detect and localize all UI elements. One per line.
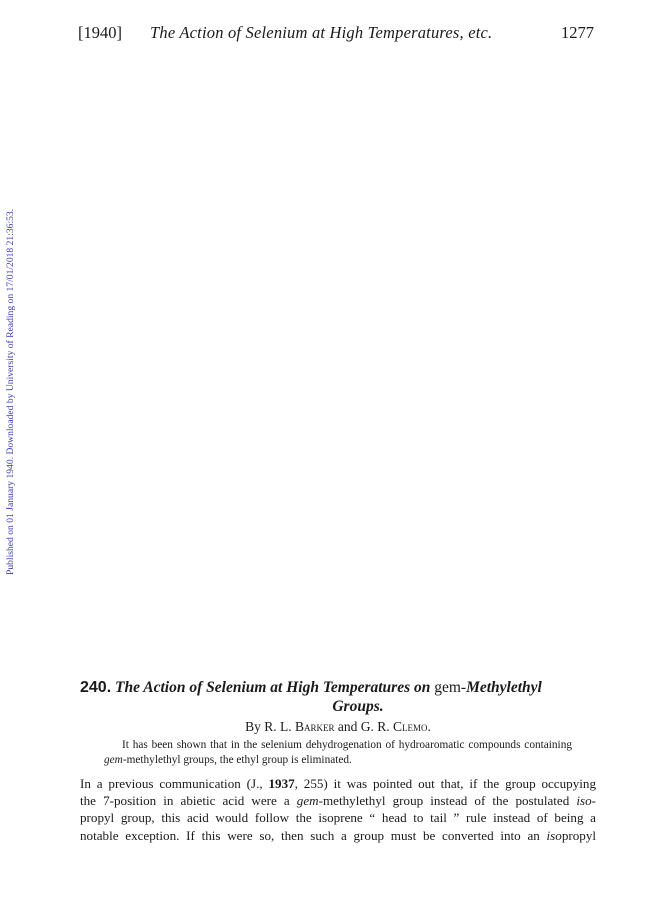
abstract-paragraph: [104, 738, 572, 768]
article-number: 240.: [80, 679, 112, 696]
title-line2: Groups.: [332, 698, 384, 715]
running-head-year: [1940]: [78, 23, 122, 42]
and-label: and: [337, 719, 358, 734]
abstract-text-a: It has been shown that in the selenium dehydrogenation of hydroaromatic compounds containing: [122, 739, 572, 751]
body-line: notable exception. If this were so, then such a group must be converted into an isopropyl: [80, 827, 596, 843]
title-part2: Methylethyl: [466, 679, 542, 696]
by-label: By: [245, 719, 261, 734]
body-paragraph: [80, 775, 596, 844]
title-gem-prefix: gem-: [434, 679, 467, 696]
abstract-gem: gem: [104, 754, 123, 766]
title-part1: The Action of Selenium at High Temperatures on: [115, 679, 431, 696]
abstract-text-b: -methylethyl groups, the ethyl group is eliminated.: [122, 754, 352, 766]
download-provenance-note: Published on 01 January 1940. Downloaded by University of Reading on 17/01/2018 21:36:53.: [5, 208, 16, 575]
author-clemo: G. R. Clemo.: [360, 719, 431, 734]
body-line: propyl group, this acid would follow the isoprene “ head to tail ” rule instead of being a: [80, 810, 596, 826]
article-title: [80, 678, 596, 716]
author-line: [80, 718, 596, 736]
body-line: In a previous communication (J., 1937, 255) it was pointed out that, if the group occupying: [80, 776, 596, 791]
abstract: [104, 738, 572, 768]
running-head-title: The Action of Selenium at High Temperatures, etc.: [150, 23, 493, 42]
page-number: 1277: [561, 23, 594, 42]
author-barker: R. L. Barker: [264, 719, 335, 734]
body-line: the 7-position in abietic acid were a gem-methylethyl group instead of the postulated iso-: [80, 793, 596, 809]
